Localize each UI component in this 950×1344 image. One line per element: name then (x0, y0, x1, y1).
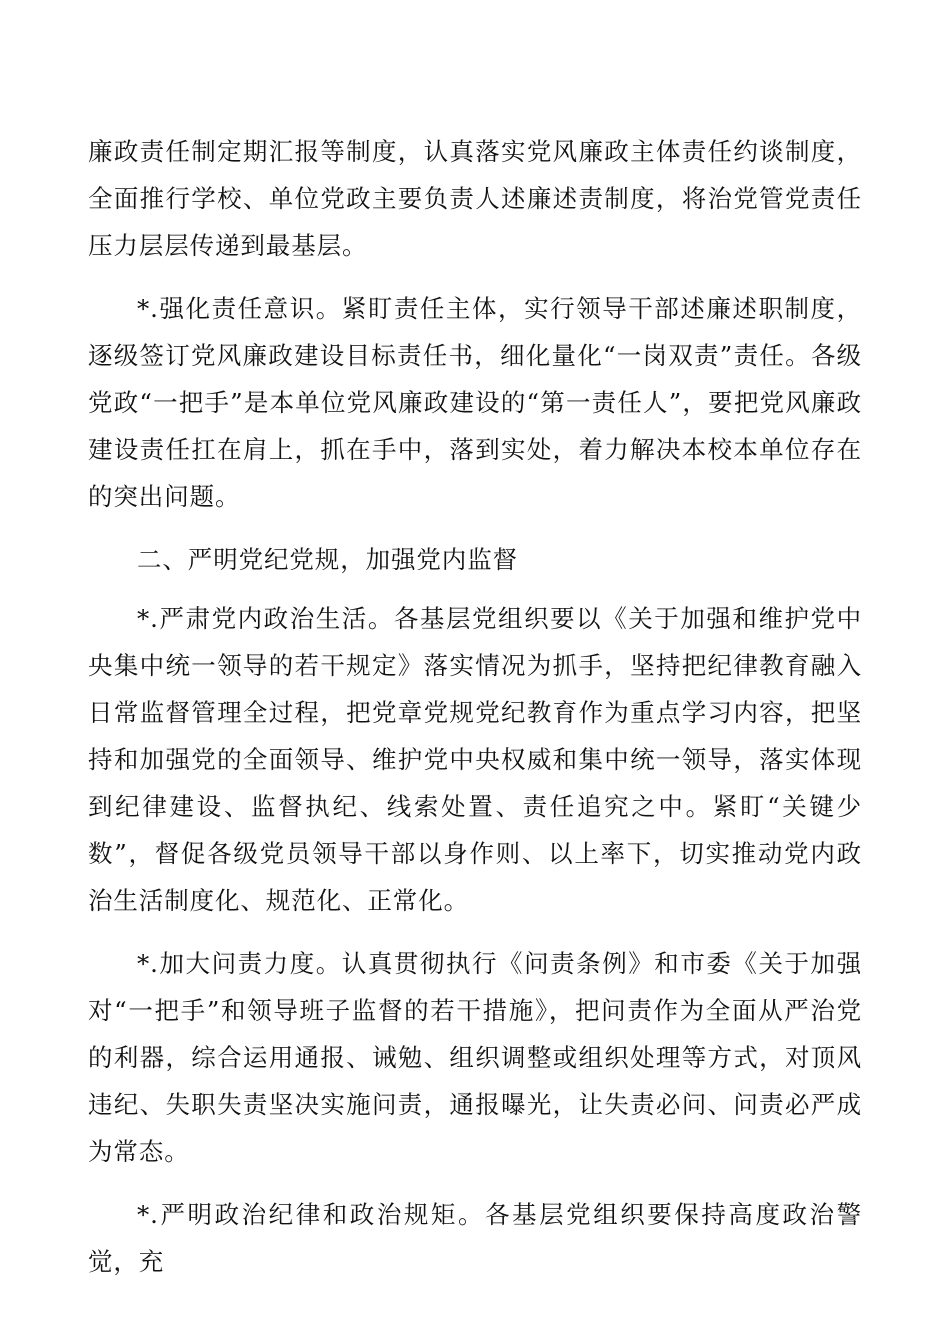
paragraph-responsibility-awareness: *.强化责任意识。紧盯责任主体，实行领导干部述廉述职制度，逐级签订党风廉政建设目标责任书，细化量化“一岗双责”责任。各级党政“一把手”是本单位党风廉政建设的“第一责任人”，要把党风廉政建设责任扛在肩上，抓在手中，落到实处，着力解决本校本单位存在的突出问题。 (88, 294, 862, 511)
section-heading: 二、严明党纪党规，加强党内监督 (137, 545, 518, 574)
paragraph-political-discipline: *.严明政治纪律和政治规矩。各基层党组织要保持高度政治警觉，充 (88, 1200, 862, 1276)
paragraph-political-life: *.严肃党内政治生活。各基层党组织要以《关于加强和维护党中央集中统一领导的若干规定》落实情况为抓手，坚持把纪律教育融入日常监督管理全过程，把党章党规党纪教育作为重点学习内容，把坚持和加强党的全面领导、维护党中央权威和集中统一领导，落实体现到纪律建设、监督执纪、线索处置、责任追究之中。紧盯“关键少数”，督促各级党员领导干部以身作则、以上率下，切实推动党内政治生活制度化、规范化、正常化。 (88, 604, 862, 915)
paragraph-continuation: 廉政责任制定期汇报等制度，认真落实党风廉政主体责任约谈制度，全面推行学校、单位党政主要负责人述廉述责制度，将治党管党责任压力层层传递到最基层。 (88, 137, 862, 260)
paragraph-accountability: *.加大问责力度。认真贯彻执行《问责条例》和市委《关于加强对“一把手”和领导班子监督的若干措施》，把问责作为全面从严治党的利器，综合运用通报、诫勉、组织调整或组织处理等方式，对顶风违纪、失职失责坚决实施问责，通报曝光，让失责必问、问责必严成为常态。 (88, 949, 862, 1166)
document-body (88, 128, 862, 1301)
